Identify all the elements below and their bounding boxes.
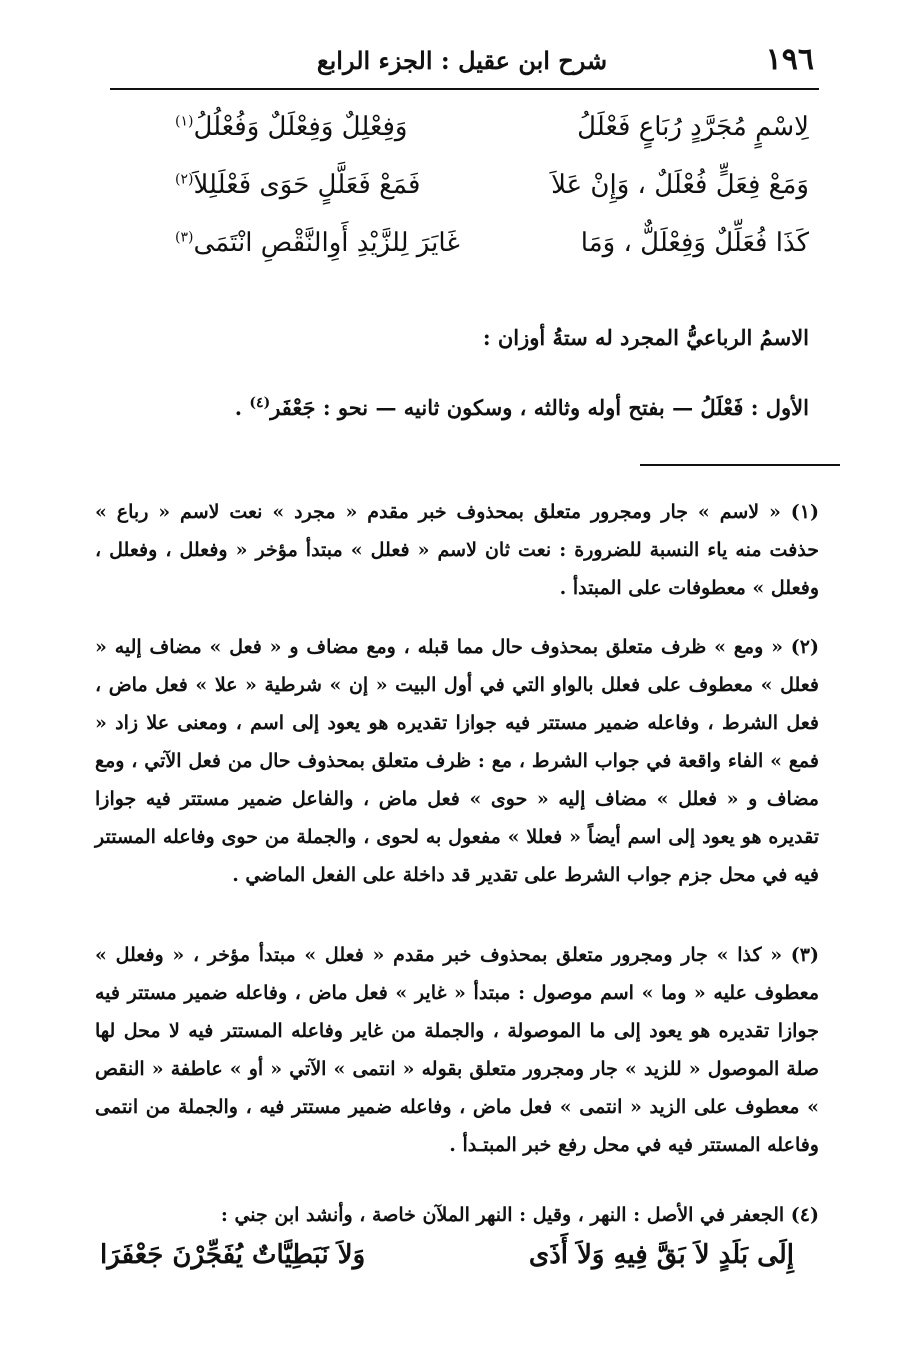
poem-second-hemistich: وَلاَ نَبَطِيَّاتٌ يُفَجِّرْنَ جَعْفَرَا	[100, 1240, 366, 1270]
body-line-1: الاسمُ الرباعيُّ المجرد له ستةُ أوزان :	[482, 325, 809, 350]
verse-2	[175, 160, 809, 210]
verse-3-second-hemistich	[175, 228, 460, 258]
verse-1-first-hemistich: لِاسْمٍ مُجَرَّدٍ رُبَاعٍ فَعْلَلُ	[577, 112, 809, 142]
footnote-ref-4: (٤)	[249, 395, 271, 411]
body-line-2	[100, 392, 809, 424]
verse-1	[175, 102, 809, 152]
verse-2-second-text: فَمَعْ فَعَلَّلٍ حَوَى فَعْلَلِلاَ	[193, 170, 421, 200]
verse-3-first-hemistich: كَذَا فُعَلِّلٌ وَفِعْلَلٌّ ، وَمَا	[580, 228, 809, 258]
header-rule	[110, 88, 819, 90]
footnote-1-text: (١) « لاسم » جار ومجرور متعلق بمحذوف خبر مقدم « مجرد » نعت لاسم « رباع » حذفت منه ياء النسبة للضرورة : نعت ثان لاسم « فعلل » مبتدأ مؤخر « وفعلل ، وفعلل ، وفعلل » معطوفات على المبتدأ .	[95, 501, 819, 599]
verse-3	[175, 218, 809, 268]
footnote-ref-2: (٢)	[175, 171, 194, 188]
verse-3-second-text: غَايَرَ لِلزَّيْدِ أَوِالنَّقْصِ انْتَمَى	[193, 228, 460, 258]
verse-2-first-hemistich: وَمَعْ فِعَلٍّ فُعْلَلٌ ، وَإِنْ عَلاَ	[551, 170, 809, 200]
verse-2-second-hemistich	[175, 170, 420, 200]
footnote-1	[95, 493, 819, 607]
footnote-3	[95, 936, 819, 1164]
footnote-3-text: (٣) « كذا » جار ومجرور متعلق بمحذوف خبر مقدم « فعلل » مبتدأ مؤخر ، « وفعلل » معطوف عليه « وما » اسم موصول : مبتدأ « غاير » فعل ماض ، وفاعله ضمير مستتر فيه جوازا تقديره هو يعود إلى ما الموصولة ، والجملة من غاير وفاعله المستتر فيه لا محل لها صلة الموصول « للزيد » جار ومجرور متعلق بقوله « انتمى » الآتي « أو » عاطفة « النقص » معطوف على الزيد « انتمى » فعل ماض ، وفاعله ضمير مستتر فيه ، والجملة من انتمى وفاعله المستتر فيه في محل رفع خبر المبتـدأ .	[95, 944, 819, 1156]
footnote-ref-1: (١)	[175, 113, 194, 130]
body-line-2-text: الأول : فَعْلَلُ — بفتح أوله وثالثه ، وسكون ثانيه — نحو : جَعْفَر	[270, 395, 809, 420]
footnote-ref-3: (٣)	[175, 229, 194, 246]
verse-1-second-text: وَفِعْلِلٌ وَفِعْلَلٌ وَفُعْلُلُ	[193, 112, 408, 142]
footnote-4-text: (٤) الجعفر في الأصل : النهر ، وقيل : النهر الملآن خاصة ، وأنشد ابن جني :	[220, 1204, 819, 1226]
footnote-2	[95, 628, 819, 894]
verse-1-second-hemistich	[175, 112, 407, 142]
poem-first-hemistich: إِلَى بَلَدٍ لاَ بَقَّ فِيهِ وَلاَ أَذَى	[528, 1240, 794, 1270]
running-title: شرح ابن عقيل : الجزء الرابع	[316, 46, 608, 75]
footnote-4	[95, 1196, 819, 1234]
body-line-2-end: .	[234, 395, 250, 420]
page-header	[110, 38, 814, 90]
footnote-2-text: (٢) « ومع » ظرف متعلق بمحذوف حال مما قبله ، ومع مضاف و « فعل » مضاف إليه « فعلل » معطوف على فعلل بالواو التي في أول البيت « إن » شرطية « علا » فعل ماض ، فعل الشرط ، وفاعله ضمير مستتر فيه جوازا تقديره هو يعود إلى اسم ، ومعنى علا زاد « فمع » الفاء واقعة في جواب الشرط ، مع : ظرف متعلق بمحذوف حال من فعل الآتي ، ومع مضاف و « فعلل » مضاف إليه « حوى » فعل ماض ، والفاعل ضمير مستتر فيه جوازا تقديره هو يعود إلى اسم أيضاً « فعللا » مفعول به لحوى ، والجملة من حوى وفاعله المستتر فيه في محل جزم جواب الشرط على تقدير قد داخلة على الفعل الماضي .	[95, 636, 819, 886]
poem-verse	[100, 1240, 794, 1270]
page-number: ١٩٦	[765, 42, 814, 77]
footnote-separator	[640, 464, 840, 466]
